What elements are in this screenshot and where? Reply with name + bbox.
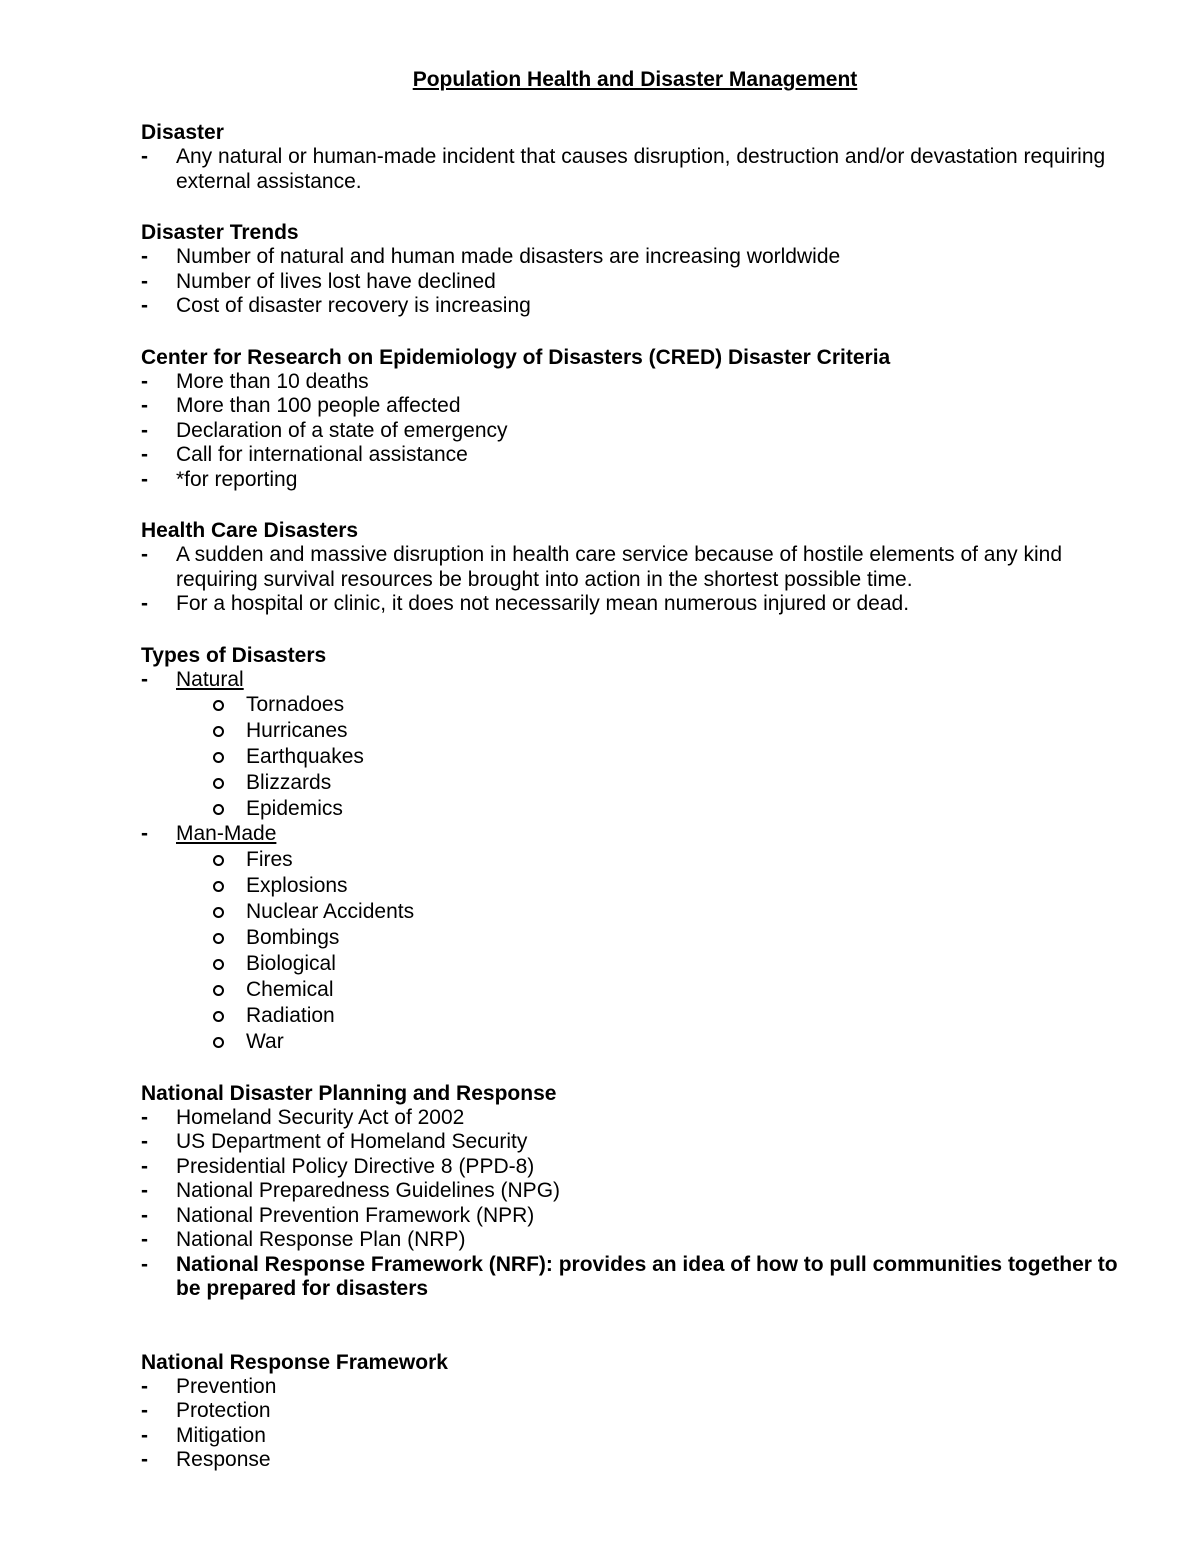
list-item: - Presidential Policy Directive 8 (PPD-8) xyxy=(141,1154,535,1178)
manmade-label: Man-Made xyxy=(176,822,277,845)
list-item: - Number of natural and human made disasters are increasing worldwide xyxy=(141,245,841,268)
list-item: - Call for international assistance xyxy=(141,443,468,466)
sub-list-item: Fires xyxy=(141,847,1141,873)
document-body xyxy=(141,120,1141,1473)
dash-bullet: - xyxy=(141,1252,148,1276)
list-item: - Number of lives lost have declined xyxy=(141,269,496,293)
section-heading: National Response Framework xyxy=(141,1350,448,1374)
sub-list-item: Nuclear Accidents xyxy=(141,899,1141,925)
sub-list-item: Earthquakes xyxy=(141,744,1141,770)
list-item: - Mitigation xyxy=(141,1423,266,1447)
circle-bullet-icon xyxy=(213,881,224,892)
sub-list-item: Radiation xyxy=(141,1003,1141,1029)
list-item: - National Prevention Framework (NPR) xyxy=(141,1203,535,1227)
sub-list-item: Hurricanes xyxy=(141,718,1141,744)
circle-bullet-icon xyxy=(213,985,224,996)
section-disaster xyxy=(141,120,1141,194)
list-item: - *for reporting xyxy=(141,467,298,491)
sub-list-item: Bombings xyxy=(141,925,1141,951)
dash-bullet: - xyxy=(141,145,148,168)
page-title: Population Health and Disaster Management xyxy=(412,68,858,91)
dash-bullet: - xyxy=(141,1179,148,1202)
section-heading: Health Care Disasters xyxy=(141,519,359,542)
list-item: - National Preparedness Guidelines (NPG) xyxy=(141,1179,561,1202)
dash-bullet: - xyxy=(141,245,148,268)
sub-list-item: Epidemics xyxy=(141,796,1141,822)
circle-bullet-icon xyxy=(213,752,224,763)
dash-bullet: - xyxy=(141,1423,148,1447)
list-item: - Cost of disaster recovery is increasing xyxy=(141,294,531,317)
natural-label: Natural xyxy=(176,667,244,691)
dash-bullet: - xyxy=(141,467,148,491)
dash-bullet: - xyxy=(141,543,148,566)
circle-bullet-icon xyxy=(213,933,224,944)
list-item: - Any natural or human-made incident that causes disruption, destruction and/or devastation requiring external assistance. xyxy=(141,145,1106,193)
dash-bullet: - xyxy=(141,1374,148,1398)
circle-bullet-icon xyxy=(213,778,224,789)
section-disaster-trends xyxy=(141,220,1141,319)
list-item: - For a hospital or clinic, it does not necessarily mean numerous injured or dead. xyxy=(141,592,910,615)
section-national-planning xyxy=(141,1081,1141,1302)
list-item xyxy=(141,668,1141,693)
section-heading: Disaster Trends xyxy=(141,221,299,244)
sub-list-item: Chemical xyxy=(141,977,1141,1003)
list-item: - More than 10 deaths xyxy=(141,369,369,393)
dash-bullet: - xyxy=(141,1228,148,1251)
sub-list-item: Blizzards xyxy=(141,770,1141,796)
dash-bullet: - xyxy=(141,369,148,393)
list-item: - Declaration of a state of emergency xyxy=(141,418,508,442)
list-item: - More than 100 people affected xyxy=(141,394,461,417)
dash-bullet: - xyxy=(141,1203,148,1227)
section-types-of-disasters xyxy=(141,643,1141,1055)
circle-bullet-icon xyxy=(213,700,224,711)
circle-bullet-icon xyxy=(213,1011,224,1022)
list-item: - Prevention xyxy=(141,1374,277,1398)
dash-bullet: - xyxy=(141,667,148,691)
sub-list-item: Biological xyxy=(141,951,1141,977)
sub-list-item: Explosions xyxy=(141,873,1141,899)
circle-bullet-icon xyxy=(213,726,224,737)
list-item xyxy=(141,822,1141,847)
dash-bullet: - xyxy=(141,822,148,845)
dash-bullet: - xyxy=(141,592,148,615)
section-national-response-framework xyxy=(141,1350,1141,1473)
dash-bullet: - xyxy=(141,443,148,466)
circle-bullet-icon xyxy=(213,1037,224,1048)
list-item: - A sudden and massive disruption in health care service because of hostile elements of any kind requiring survival resources be brought into action in the shortest possible time. xyxy=(141,543,1063,591)
section-cred-criteria xyxy=(141,345,1141,493)
dash-bullet: - xyxy=(141,1448,148,1471)
list-item: - Homeland Security Act of 2002 xyxy=(141,1105,465,1129)
circle-bullet-icon xyxy=(213,855,224,866)
dash-bullet: - xyxy=(141,394,148,417)
dash-bullet: - xyxy=(141,1399,148,1422)
section-heading: National Disaster Planning and Response xyxy=(141,1081,557,1105)
dash-bullet: - xyxy=(141,294,148,317)
section-heading: Types of Disasters xyxy=(141,643,327,667)
dash-bullet: - xyxy=(141,1105,148,1129)
section-health-care-disasters xyxy=(141,518,1141,617)
dash-bullet: - xyxy=(141,1130,148,1153)
sub-list-item: War xyxy=(141,1029,1141,1055)
circle-bullet-icon xyxy=(213,907,224,918)
section-heading: Disaster xyxy=(141,121,224,144)
list-item: - US Department of Homeland Security xyxy=(141,1130,528,1153)
section-heading: Center for Research on Epidemiology of Disasters (CRED) Disaster Criteria xyxy=(141,345,891,369)
list-item: - National Response Plan (NRP) xyxy=(141,1228,466,1251)
list-item: - Response xyxy=(141,1448,271,1471)
dash-bullet: - xyxy=(141,418,148,442)
list-item: - Protection xyxy=(141,1399,271,1422)
dash-bullet: - xyxy=(141,269,148,293)
sub-list-item: Tornadoes xyxy=(141,692,1141,718)
dash-bullet: - xyxy=(141,1154,148,1178)
circle-bullet-icon xyxy=(213,959,224,970)
list-item-emphasis: - National Response Framework (NRF): provides an idea of how to pull communities together to be prepared for disasters xyxy=(141,1252,1118,1300)
circle-bullet-icon xyxy=(213,804,224,815)
